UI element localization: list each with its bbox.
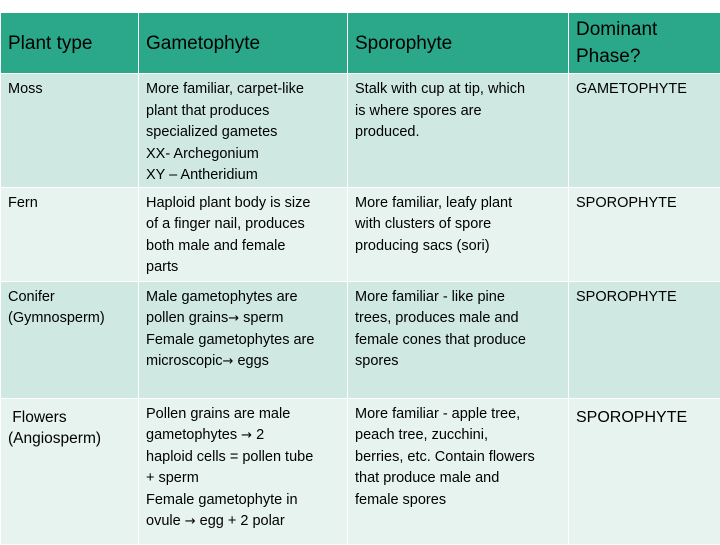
- text-line: berries, etc. Contain flowers: [355, 447, 562, 469]
- text-segment: eggs: [237, 353, 268, 369]
- text-line: producing sacs (sori): [355, 236, 562, 258]
- cell-sporophyte: [348, 187, 569, 281]
- table-row: [1, 187, 720, 281]
- header-dominant-line: Phase?: [576, 43, 714, 70]
- cell-plant-type: [1, 74, 139, 188]
- text-line: (Gymnosperm): [8, 308, 132, 330]
- table-row: [1, 281, 720, 398]
- text-line: XX- Archegonium: [146, 144, 341, 166]
- table-row: [1, 398, 720, 544]
- cell-plant-type: [1, 398, 139, 544]
- text-line: plant that produces: [146, 101, 341, 123]
- cell-sporophyte: [348, 281, 569, 398]
- text-line: both male and female: [146, 236, 341, 258]
- text-line: female spores: [355, 490, 562, 512]
- text-line: XY – Antheridium: [146, 165, 341, 187]
- text-line: [146, 511, 341, 533]
- text-segment: egg + 2 polar: [200, 513, 285, 529]
- table-header-row: [1, 13, 720, 74]
- text-line: Moss: [8, 79, 132, 101]
- arrow-right-icon: →: [228, 311, 239, 326]
- text-line: spores: [355, 351, 562, 373]
- text-line: peach tree, zucchini,: [355, 425, 562, 447]
- text-line: (Angiosperm): [8, 428, 132, 450]
- cell-gametophyte: [139, 281, 348, 398]
- text-segment: pollen grains: [146, 310, 228, 326]
- cell-gametophyte: [139, 398, 348, 544]
- header-plant-type: Plant type: [1, 13, 139, 74]
- cell-dominant-phase: [569, 187, 720, 281]
- header-sporophyte: Sporophyte: [348, 13, 569, 74]
- text-line: [146, 425, 341, 447]
- text-line: produced.: [355, 122, 562, 144]
- text-line: of a finger nail, produces: [146, 214, 341, 236]
- text-line: Female gametophytes are: [146, 330, 341, 352]
- text-line: [146, 308, 341, 330]
- header-dominant-line: Dominant: [576, 16, 714, 43]
- cell-plant-type: [1, 187, 139, 281]
- header-dominant-phase: [569, 13, 720, 74]
- text-line: parts: [146, 257, 341, 279]
- text-line: female cones that produce: [355, 330, 562, 352]
- text-line: More familiar - apple tree,: [355, 404, 562, 426]
- cell-gametophyte: [139, 74, 348, 188]
- dominant-phase-value: GAMETOPHYTE: [576, 79, 714, 101]
- plant-life-cycle-table: [0, 12, 720, 545]
- text-line: trees, produces male and: [355, 308, 562, 330]
- text-line: Flowers: [8, 404, 132, 429]
- text-line: More familiar, carpet-like: [146, 79, 341, 101]
- text-line: Haploid plant body is size: [146, 193, 341, 215]
- cell-dominant-phase: [569, 398, 720, 544]
- text-line: Pollen grains are male: [146, 404, 341, 426]
- dominant-phase-value: SPOROPHYTE: [576, 193, 714, 215]
- cell-gametophyte: [139, 187, 348, 281]
- dominant-phase-value: SPOROPHYTE: [576, 404, 714, 429]
- text-line: haploid cells = pollen tube: [146, 447, 341, 469]
- text-line: that produce male and: [355, 468, 562, 490]
- text-line: Male gametophytes are: [146, 287, 341, 309]
- header-gametophyte: Gametophyte: [139, 13, 348, 74]
- arrow-right-icon: →: [185, 514, 196, 529]
- text-line: Conifer: [8, 287, 132, 309]
- text-line: [146, 351, 341, 373]
- table-row: [1, 74, 720, 188]
- cell-sporophyte: [348, 398, 569, 544]
- text-line: Stalk with cup at tip, which: [355, 79, 562, 101]
- arrow-right-icon: →: [241, 428, 252, 443]
- cell-plant-type: [1, 281, 139, 398]
- text-segment: sperm: [243, 310, 283, 326]
- text-line: specialized gametes: [146, 122, 341, 144]
- text-line: Fern: [8, 193, 132, 215]
- text-line: More familiar, leafy plant: [355, 193, 562, 215]
- arrow-right-icon: →: [223, 354, 234, 369]
- text-segment: ovule: [146, 513, 181, 529]
- text-line: with clusters of spore: [355, 214, 562, 236]
- text-segment: microscopic: [146, 353, 223, 369]
- text-line: is where spores are: [355, 101, 562, 123]
- text-line: Female gametophyte in: [146, 490, 341, 512]
- cell-dominant-phase: [569, 281, 720, 398]
- text-line: More familiar - like pine: [355, 287, 562, 309]
- cell-sporophyte: [348, 74, 569, 188]
- cell-dominant-phase: [569, 74, 720, 188]
- text-segment: gametophytes: [146, 427, 237, 443]
- dominant-phase-value: SPOROPHYTE: [576, 287, 714, 309]
- text-segment: 2: [256, 427, 264, 443]
- text-line: + sperm: [146, 468, 341, 490]
